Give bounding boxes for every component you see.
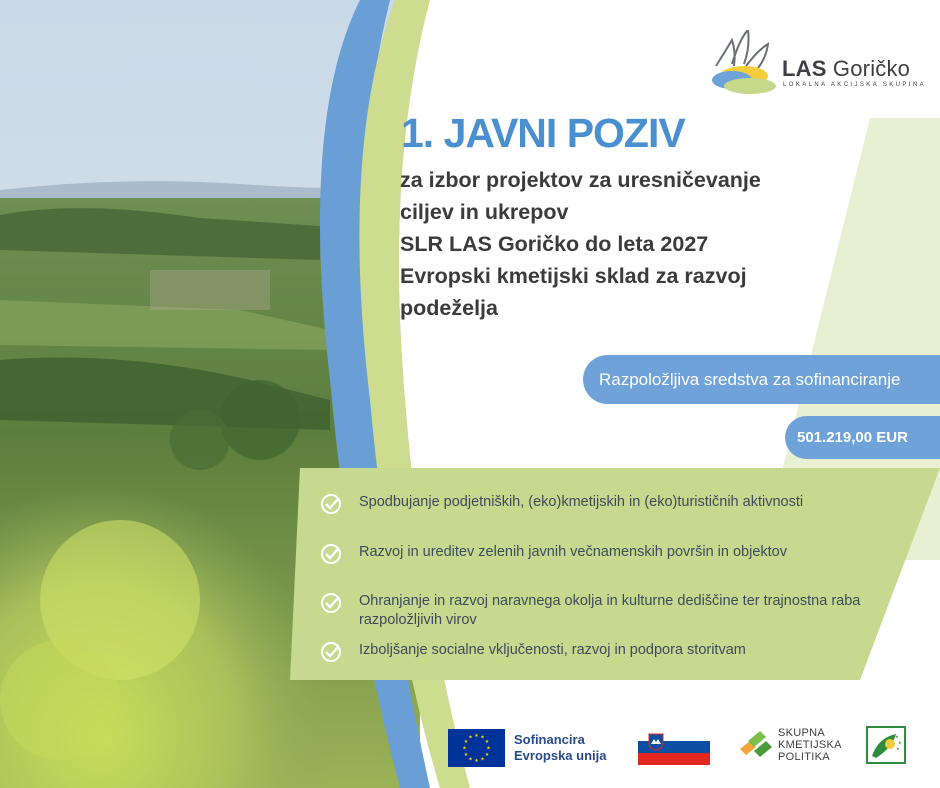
svg-text:★: ★ bbox=[463, 752, 469, 758]
eu-line: Sofinancira bbox=[514, 732, 585, 747]
measure-text: Izboljšanje socialne vključenosti, razvoj in podpora storitvam bbox=[359, 642, 746, 658]
skp-line: SKUPNA bbox=[778, 727, 826, 739]
list-item bbox=[320, 641, 899, 663]
skp-line: POLITIKA bbox=[778, 751, 830, 763]
svg-text:★: ★ bbox=[480, 756, 485, 763]
subtitle-line: SLR LAS Goričko do leta 2027 bbox=[400, 232, 709, 256]
subtitle-line: ciljev in ukrepov bbox=[400, 200, 569, 224]
check-circle-icon bbox=[320, 493, 342, 515]
las-goricko-logo bbox=[706, 30, 926, 96]
skp-logo-icon bbox=[738, 727, 774, 763]
measure-text: Razvoj in ureditev zelenih javnih večnamenskih površin in objektov bbox=[359, 544, 787, 560]
subtitle-line: za izbor projektov za uresničevanje bbox=[400, 168, 761, 192]
eu-cofunding-label bbox=[514, 732, 606, 764]
logo-brand-regular: Goričko bbox=[832, 56, 911, 81]
svg-text:★: ★ bbox=[474, 733, 479, 739]
logo-wordmark bbox=[782, 56, 910, 82]
funding-label-badge: Razpoložljiva sredstva za sofinanciranje bbox=[583, 355, 940, 404]
check-circle-icon bbox=[320, 543, 342, 565]
measure-text: Spodbujanje podjetniških, (eko)kmetijskih in (eko)turističnih aktivnosti bbox=[359, 494, 804, 510]
svg-text:★: ★ bbox=[474, 758, 479, 764]
list-item bbox=[320, 543, 899, 565]
svg-text:★: ★ bbox=[896, 746, 900, 751]
svg-text:★: ★ bbox=[480, 734, 485, 741]
logo-brand-bold: LAS bbox=[782, 56, 827, 81]
page-subtitle bbox=[400, 164, 840, 324]
svg-text:★: ★ bbox=[468, 756, 473, 763]
svg-text:★: ★ bbox=[468, 734, 473, 741]
sunrise-logo-icon bbox=[706, 30, 778, 94]
eu-flag-icon bbox=[448, 729, 505, 767]
skp-label bbox=[778, 727, 842, 763]
subtitle-line: podeželja bbox=[400, 296, 498, 320]
leader-logo-icon bbox=[866, 726, 906, 764]
svg-text:★: ★ bbox=[484, 739, 490, 745]
svg-text:★: ★ bbox=[463, 739, 469, 745]
list-item bbox=[320, 592, 899, 630]
list-item bbox=[320, 493, 899, 515]
svg-text:★: ★ bbox=[895, 734, 899, 739]
measure-text: Ohranjanje in razvoj naravnega okolja in kulturne dediščine ter trajnostna raba razpoložljivih virov bbox=[359, 593, 861, 628]
eu-line: Evropska unija bbox=[514, 748, 607, 763]
check-circle-icon bbox=[320, 641, 342, 663]
svg-text:★: ★ bbox=[484, 752, 490, 758]
subtitle-line: Evropski kmetijski sklad za razvoj bbox=[400, 264, 747, 288]
logo-tagline: LOKALNA AKCIJSKA SKUPINA bbox=[783, 82, 926, 88]
svg-text:★: ★ bbox=[462, 745, 467, 752]
funding-amount-badge: 501.219,00 EUR bbox=[785, 416, 940, 459]
svg-text:★: ★ bbox=[898, 740, 902, 745]
check-circle-icon bbox=[320, 592, 342, 614]
skp-line: KMETIJSKA bbox=[778, 739, 842, 751]
page-title: 1. JAVNI POZIV bbox=[401, 110, 685, 156]
svg-text:★: ★ bbox=[486, 745, 491, 752]
slovenia-flag-icon bbox=[638, 729, 710, 765]
